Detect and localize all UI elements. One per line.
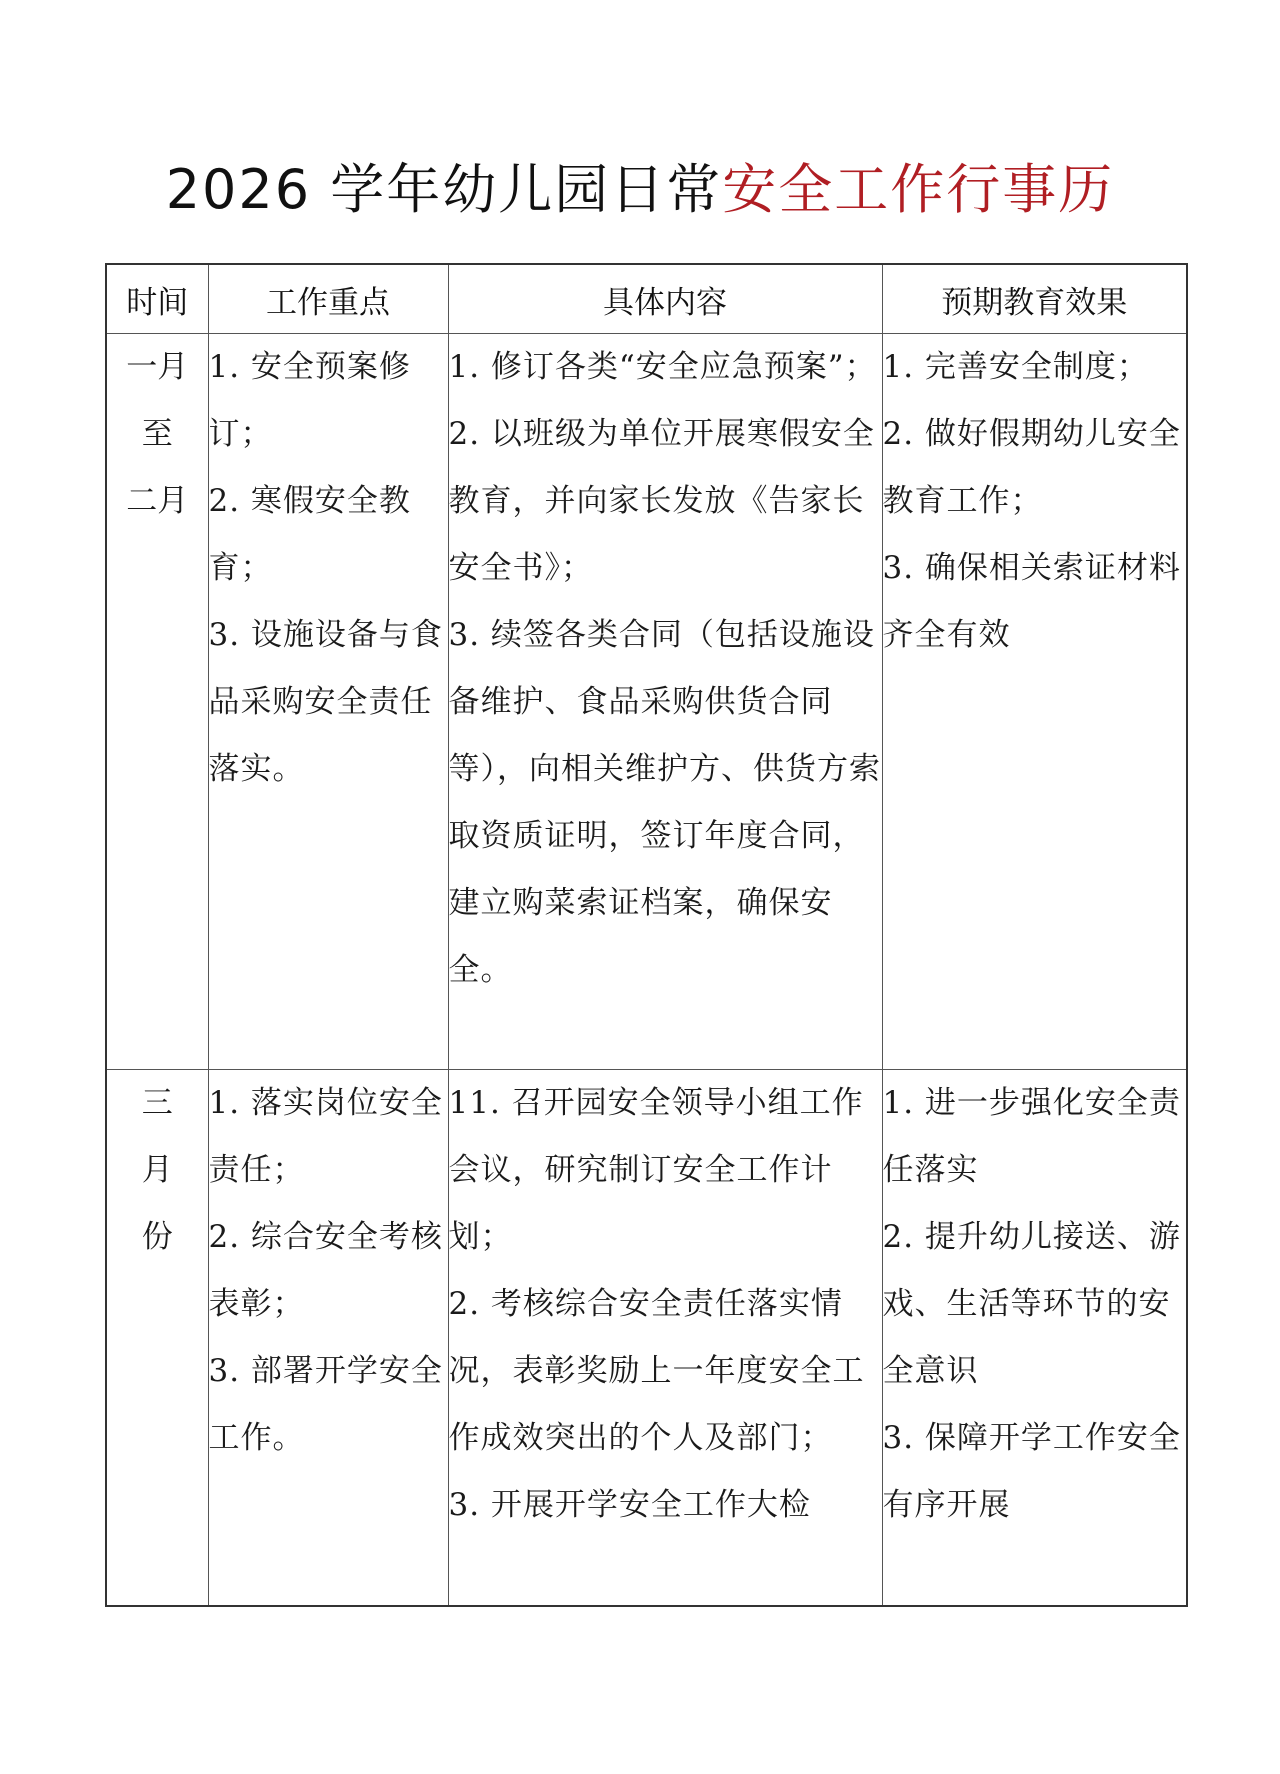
time-line: 至 — [141, 416, 173, 452]
time-line: 三 — [141, 1085, 173, 1121]
effect-cell — [882, 1070, 1187, 1607]
effect-item: 3. 确保相关索证材料齐全有效 — [882, 550, 1181, 653]
effect-cell — [882, 334, 1187, 1070]
focus-item: 3. 设施设备与食品采购安全责任落实。 — [208, 617, 443, 787]
header-focus: 工作重点 — [208, 264, 448, 334]
time-line: 份 — [141, 1219, 173, 1255]
content-item: 2. 以班级为单位开展寒假安全教育，并向家长发放《告家长安全书》； — [448, 416, 875, 586]
effect-item: 1. 进一步强化安全责任落实 — [882, 1085, 1181, 1188]
focus-item: 2. 综合安全考核表彰； — [208, 1219, 443, 1322]
time-cell — [106, 1070, 208, 1607]
time-cell — [106, 334, 208, 1070]
table-row — [106, 334, 1187, 1070]
header-content: 具体内容 — [448, 264, 882, 334]
content-cell — [448, 1070, 882, 1607]
table-header-row — [106, 264, 1187, 334]
focus-item: 3. 部署开学安全工作。 — [208, 1353, 443, 1456]
content-item: 1. 修订各类“安全应急预案”； — [448, 349, 877, 385]
effect-item: 1. 完善安全制度； — [882, 349, 1149, 385]
time-line: 二月 — [126, 483, 189, 519]
focus-cell — [208, 1070, 448, 1607]
content-item: 3. 开展开学安全工作大检 — [448, 1487, 811, 1523]
content-item: 2. 考核综合安全责任落实情况，表彰奖励上一年度安全工作成效突出的个人及部门； — [448, 1286, 865, 1456]
focus-item: 1. 安全预案修订； — [208, 349, 411, 452]
table-row — [106, 1070, 1187, 1607]
title-black-part: 2026 学年幼儿园日常 — [165, 158, 723, 221]
content-cell — [448, 334, 882, 1070]
page-title — [0, 150, 1280, 230]
content-item: 3. 续签各类合同（包括设施设备维护、食品采购供货合同等），向相关维护方、供货方索取资质证明，签订年度合同，建立购菜索证档案，确保安全。 — [448, 617, 881, 988]
time-line: 一月 — [126, 349, 189, 385]
safety-calendar-table — [105, 263, 1188, 1607]
effect-item: 3. 保障开学工作安全有序开展 — [882, 1420, 1181, 1523]
header-time: 时间 — [106, 264, 208, 334]
header-effect: 预期教育效果 — [882, 264, 1187, 334]
focus-item: 1. 落实岗位安全责任； — [208, 1085, 443, 1188]
title-red-part: 安全工作行事历 — [722, 158, 1115, 221]
focus-item: 2. 寒假安全教育； — [208, 483, 411, 586]
effect-item: 2. 提升幼儿接送、游戏、生活等环节的安全意识 — [882, 1219, 1181, 1389]
effect-item: 2. 做好假期幼儿安全教育工作； — [882, 416, 1181, 519]
time-line: 月 — [141, 1152, 173, 1188]
content-item: 11. 召开园安全领导小组工作会议，研究制订安全工作计划； — [448, 1085, 864, 1255]
focus-cell — [208, 334, 448, 1070]
